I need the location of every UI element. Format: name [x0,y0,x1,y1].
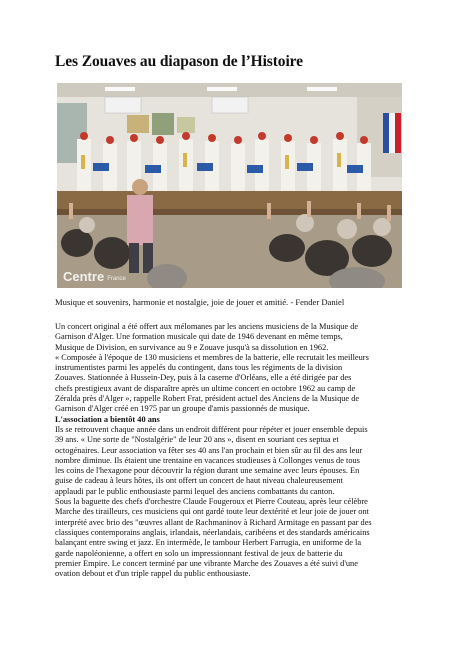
centre-france-watermark [63,269,126,284]
paragraph-line: ovation debout et d'un triple rappel du public enthousiaste. [55,569,251,579]
paragraph-line: premier Empire. Le concert terminé par une vibrante Marche des Zouaves a été suivi d'une [55,558,358,568]
paragraph-line: Un concert original a été offert aux mélomanes par les anciens musiciens de la Musique de [55,322,359,331]
paragraph-line: Ils se retrouvent chaque année dans un endroit différent pour répéter et jouer ensemble depuis [55,424,368,434]
concert-photo-illustration [57,83,402,288]
paragraph-line: interprété avec brio des "œuvres allant de Rachmaninov à Richard Armitage en passant par des [55,517,372,527]
paragraph-line: garde napoléonienne, a offert en solo un impressionnant festival de jeux de batterie du [55,548,343,558]
paragraph-line: guise de cadeau à leurs hôtes, ils ont offert un concert de haut niveau chaleureusement [55,476,343,486]
paragraph-line: Musique de Division, en survivance au 9 e Zouave jusqu'à sa dissolution en 1962. [55,342,329,352]
paragraph-line: Garnison d'Alger créé en 1975 par un groupe d'amis passionnés de musique. [55,404,310,414]
paragraph-line: balançant entre swing et jazz. En intermède, le tambour Herbert Farrugia, en uniforme de la [55,538,362,548]
paragraph-line: Sous la baguette des chefs d'orchestre Claude Fougeroux et Pierre Couteau, après leur célèbre [55,497,368,507]
paragraph-line: les coins de l'hexagone pour découvrir la région durant une semaine avec leurs épouses. En [55,466,360,476]
paragraph-line: 39 ans. « Une sorte de "Nostalgérie" de leur 20 ans », disent en souriant ces septua et [55,435,339,445]
photo-caption: Musique et souvenirs, harmonie et nostalgie, joie de jouer et amitié. - Fender Daniel [55,297,345,307]
paragraph-line: instrumentistes parmi les appelés du contingent, dans tous les régiments de la division [55,363,343,373]
paragraph-line: Marche des tirailleurs, ces musiciens qui ont gardé toute leur dextérité et leur joie de jouer ont [55,507,369,517]
paragraph-line: « Composée à l'époque de 130 musiciens et membres de la batterie, elle recrutait les meilleurs [55,352,369,362]
paragraph-line: Garnison d'Alger. Une formation musicale qui date de 1946 devenant en même temps, [55,332,343,342]
paragraph-line: octogénaires. Leur association va fêter ses 40 ans l'an prochain et bien sûr au fil des ans leur [55,445,363,455]
section-heading: L'association a bientôt 40 ans [55,414,160,424]
paragraph-line: nombre diminue. Ils étaient une trentaine en vacances studieuses à Collonges venus de tous [55,455,360,465]
paragraph-line: Zéralda près d'Alger », rappelle Robert Frat, président actuel des Anciens de la Musique de [55,394,360,404]
paragraph-line: applaudi par le public enthousiaste parmi lequel des anciens combattants du canton. [55,486,335,496]
article-body [55,322,417,579]
article-photo [57,83,402,288]
article-title: Les Zouaves au diapason de l’Histoire [55,53,303,70]
watermark-sub-text: France [107,275,126,282]
paragraph-line: chefs prestigieux avant de disparaître après un ultime concert en octobre 1962 au camp de [55,383,356,393]
watermark-logo-text: Centre [63,269,105,284]
paragraph-line: Zouaves. Stationnée à Hussein-Dey, puis à la caserne d'Orléans, elle a été dirigée par des [55,373,352,383]
paragraph-line: classiques contemporains anglais, irlandais, néerlandais, caribéens et des standards américains [55,527,370,537]
